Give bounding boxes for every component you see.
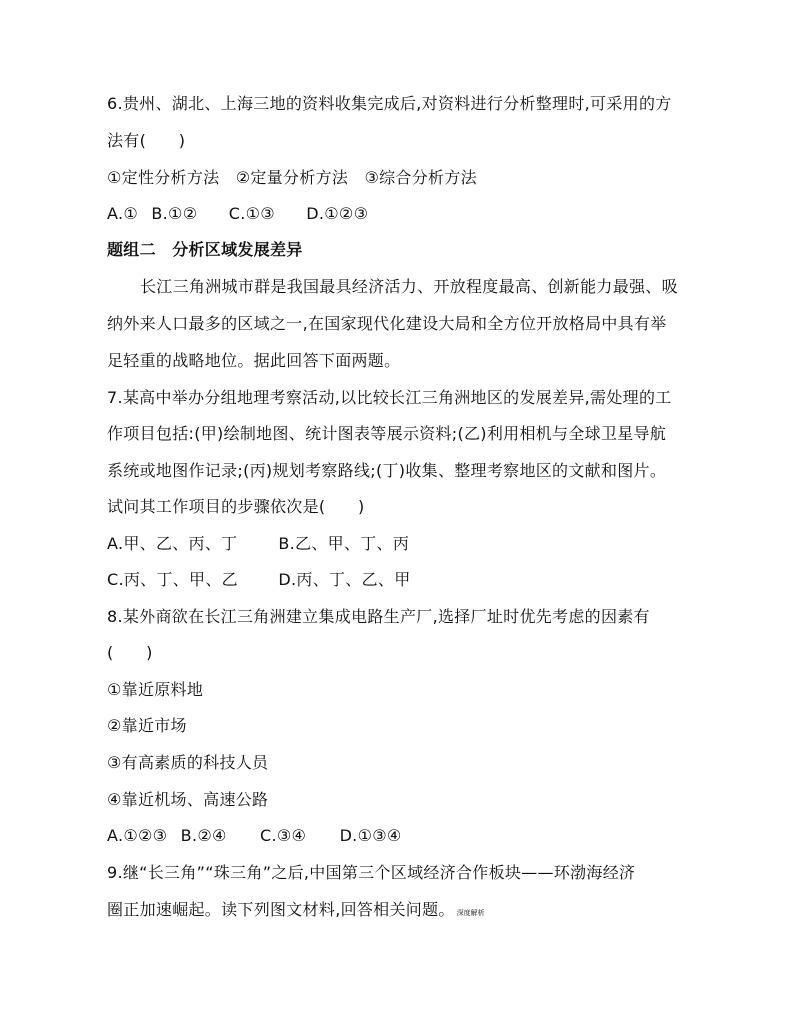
q9-line-2-text: 圈正加速崛起。读下列图文材料,回答相关问题。 (107, 900, 455, 919)
q7-option-a: A.甲、乙、丙、丁 (107, 534, 238, 553)
q7-line-3: 系统或地图作记录;(丙)规划考察路线;(丁)收集、整理考察地区的文献和图片。 (107, 461, 667, 480)
passage-line-3: 足轻重的战略地位。据此回答下面两题。 (107, 351, 401, 370)
q7-line-4: 试问其工作项目的步骤依次是( ) (107, 497, 365, 516)
q9-tag: 深度解析 (456, 909, 485, 917)
q7-option-d: D.丙、丁、乙、甲 (278, 570, 411, 589)
passage-line-1: 长江三角洲城市群是我国最具经济活力、开放程度最高、创新能力最强、吸 (140, 277, 678, 296)
q8-item-4: ④靠近机场、高速公路 (107, 790, 269, 809)
q8-option-c: C.③④ (260, 826, 307, 845)
passage-line-2: 纳外来人口最多的区域之一,在国家现代化建设大局和全方位开放格局中具有举 (107, 314, 667, 333)
q8-line-1: 8.某外商欲在长江三角洲建立集成电路生产厂,选择厂址时优先考虑的因素有 (107, 607, 650, 626)
q9-line-1: 9.继“长三角”“珠三角”之后,中国第三个区域经济合作板块——环渤海经济 (107, 863, 636, 882)
q6-option-a: A.① (107, 204, 138, 223)
q6-line-2: 法有( ) (107, 131, 186, 150)
q7-line-1: 7.某高中举办分组地理考察活动,以比较长江三角洲地区的发展差异,需处理的工 (107, 388, 672, 407)
q7-line-2: 作项目包括:(甲)绘制地图、统计图表等展示资料;(乙)利用相机与全球卫星导航 (107, 424, 667, 443)
q7-options-row-2 (107, 570, 411, 590)
q6-option-b: B.①② (151, 204, 198, 223)
q7-option-b: B.乙、甲、丁、丙 (278, 534, 410, 553)
q8-option-b: B.②④ (180, 826, 227, 845)
q8-option-a: A.①②③ (107, 826, 168, 845)
q8-item-1: ①靠近原料地 (107, 680, 204, 699)
q7-option-c: C.丙、丁、甲、乙 (107, 570, 238, 589)
q8-line-2: ( ) (107, 643, 153, 662)
q8-item-3: ③有高素质的科技人员 (107, 753, 269, 772)
q8-options (107, 826, 402, 846)
q9-line-2 (107, 900, 485, 923)
q7-options-row-1 (107, 534, 409, 554)
section-title: 题组二 分析区域发展差异 (107, 240, 303, 259)
q8-option-d: D.①③④ (339, 826, 402, 845)
q6-items: ①定性分析方法 ②定量分析方法 ③综合分析方法 (107, 168, 477, 187)
q6-line-1: 6.贵州、湖北、上海三地的资料收集完成后,对资料进行分析整理时,可采用的方 (107, 94, 672, 113)
q6-option-d: D.①②③ (306, 204, 369, 223)
q8-item-2: ②靠近市场 (107, 716, 187, 735)
q6-options (107, 204, 368, 224)
q6-option-c: C.①③ (228, 204, 275, 223)
